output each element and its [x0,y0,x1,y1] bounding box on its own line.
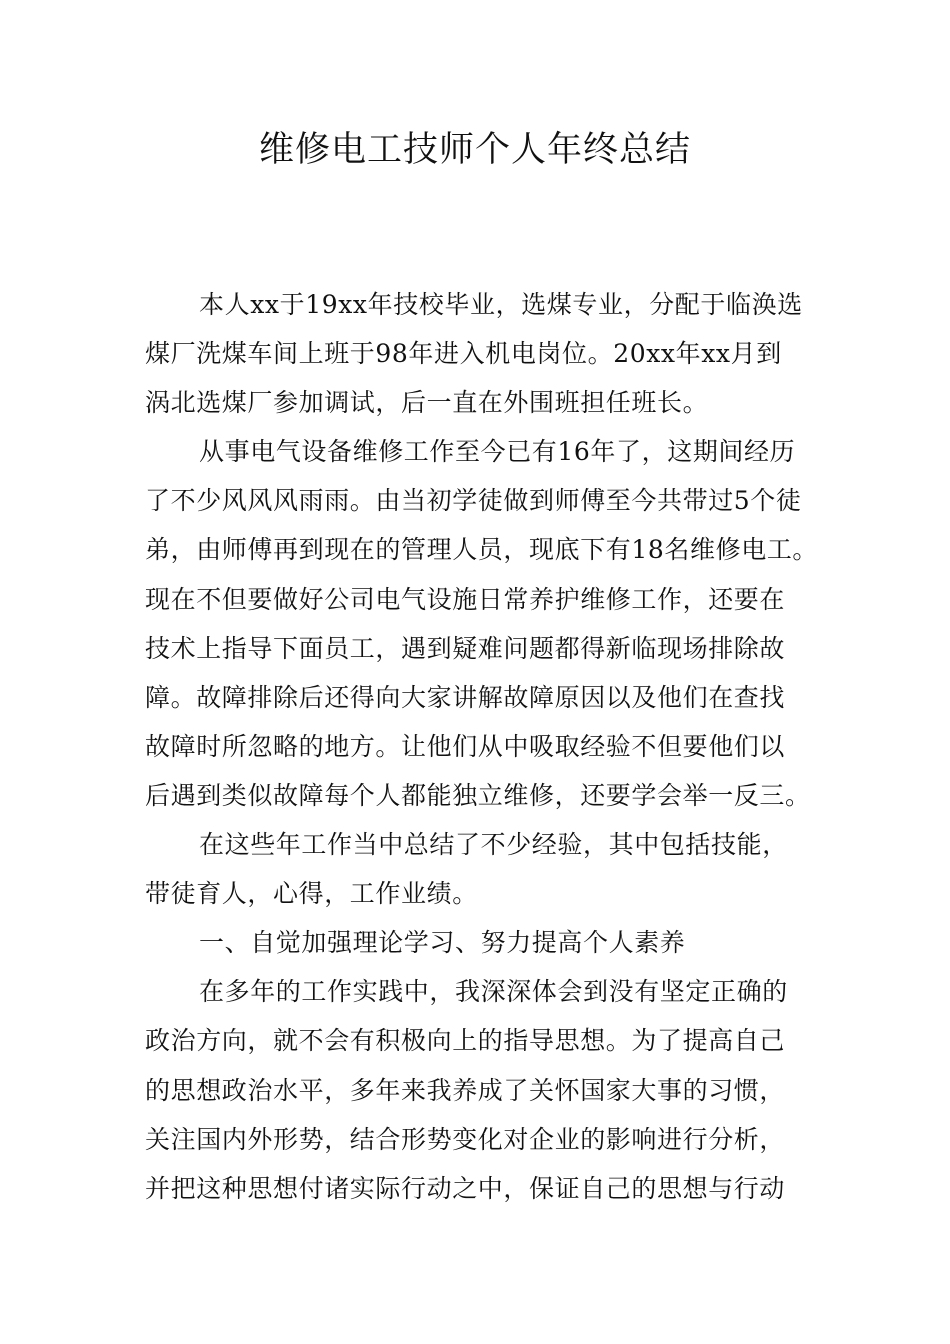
text-line: 了不少风风风雨雨。由当初学徒做到师傅至今共带过5个徒 [145,486,802,516]
document-title: 维修电工技师个人年终总结 [258,130,691,170]
text-line: 从事电气设备维修工作至今已有16年了，这期间经历 [199,437,796,467]
text-line: 障。故障排除后还得向大家讲解故障原因以及他们在查找 [145,682,786,712]
text-line: 后遇到类似故障每个人都能独立维修，还要学会举一反三。 [145,780,811,810]
text-line: 的思想政治水平，多年来我养成了关怀国家大事的习惯， [145,1075,786,1105]
text-line: 带徒育人，心得，工作业绩。 [145,879,478,909]
text-line: 关注国内外形势，结合形势变化对企业的影响进行分析， [145,1124,786,1154]
text-line: 在这些年工作当中总结了不少经验，其中包括技能， [199,830,788,860]
section-heading: 一、自觉加强理论学习、努力提高个人素养 [199,928,686,958]
text-line: 故障时所忽略的地方。让他们从中吸取经验不但要他们以 [145,731,786,761]
text-line: 并把这种思想付诸实际行动之中，保证自己的思想与行动 [145,1173,786,1203]
text-line: 在多年的工作实践中，我深深体会到没有坚定正确的 [199,977,788,1007]
text-line: 弟，由师傅再到现在的管理人员，现底下有18名维修电工。 [145,535,819,565]
text-line: 政治方向，就不会有积极向上的指导思想。为了提高自己 [145,1026,786,1056]
text-line: 涡北选煤厂参加调试，后一直在外围班担任班长。 [145,388,709,418]
text-line: 现在不但要做好公司电气设施日常养护维修工作，还要在 [145,584,786,614]
text-line: 本人xx于19xx年技校毕业，选煤专业，分配于临涣选 [199,290,803,319]
document-body [145,280,819,1213]
text-line: 煤厂洗煤车间上班于98年进入机电岗位。20xx年xx月到 [145,339,782,369]
text-line: 技术上指导下面员工，遇到疑难问题都得新临现场排除故 [145,633,786,663]
